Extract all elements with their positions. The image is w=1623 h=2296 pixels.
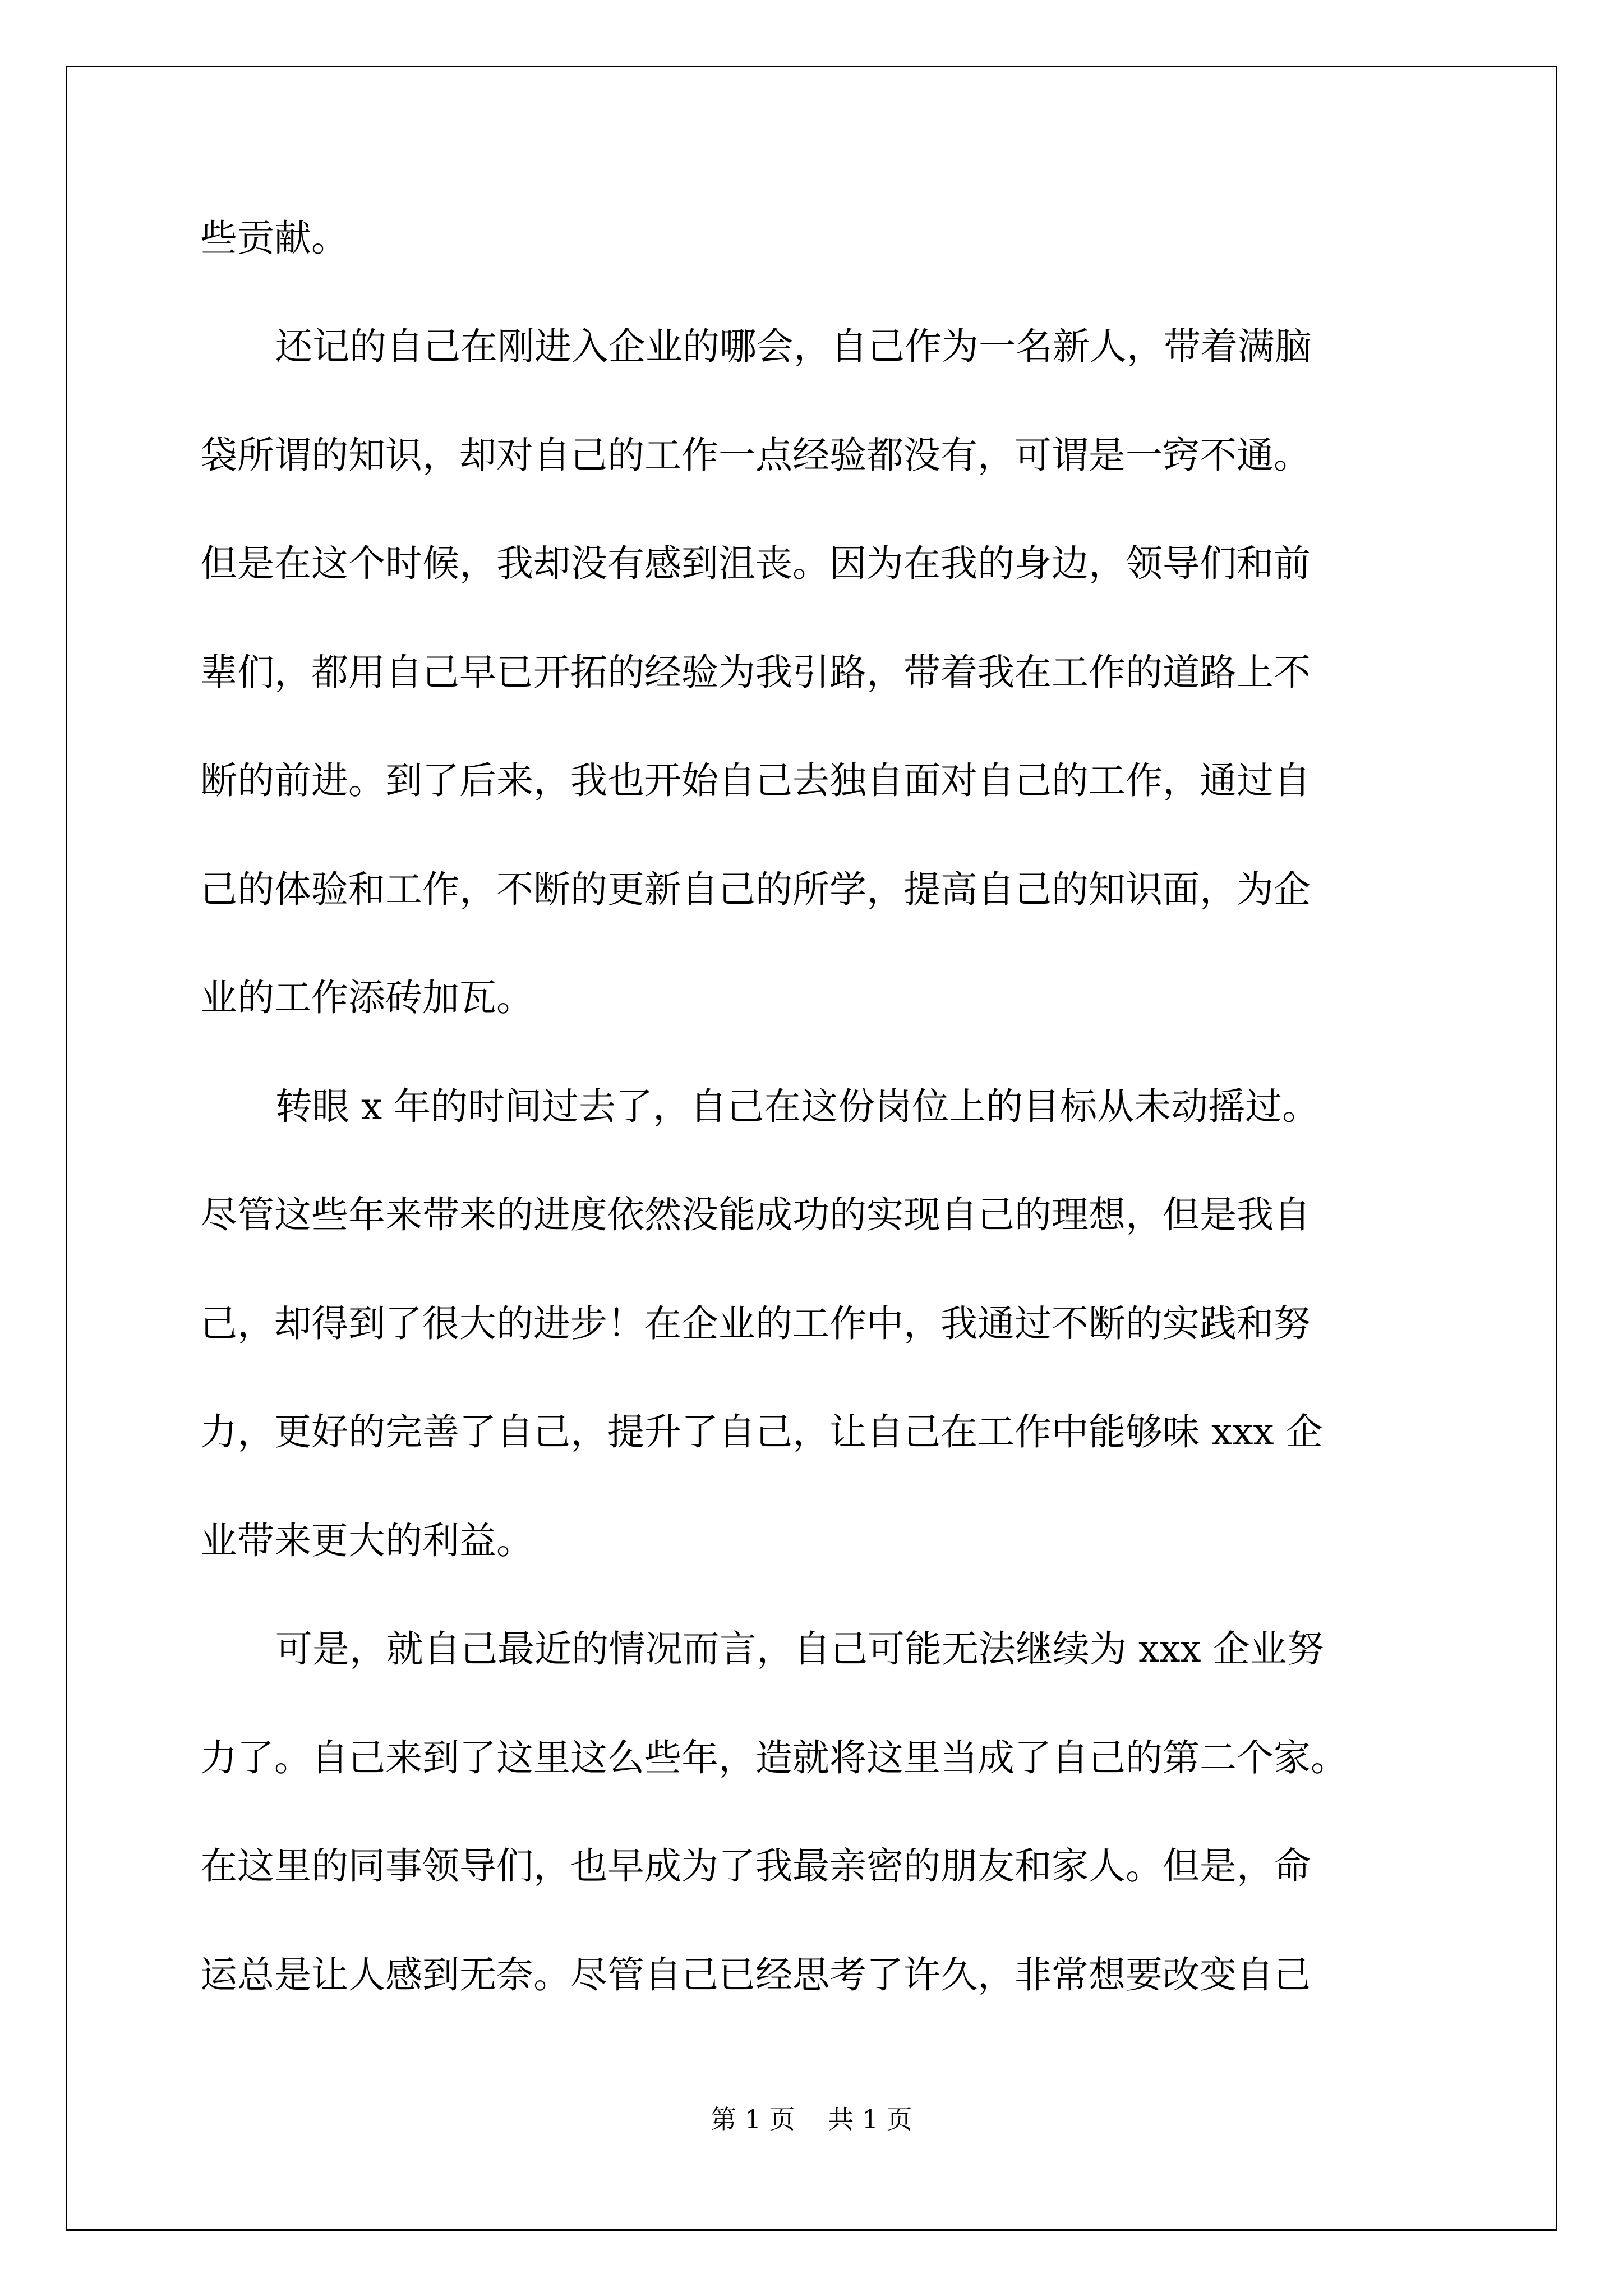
page-footer: 第 1 页 共 1 页 (711, 2104, 912, 2134)
text-line: 尽管这些年来带来的进度依然没能成功的实现自己的理想，但是我自 (200, 1193, 1311, 1236)
text-line: 力了。自己来到了这里这么些年，造就将这里当成了自己的第二个家。 (200, 1736, 1348, 1779)
page-border (66, 66, 1557, 2231)
text-line: 业带来更大的利益。 (200, 1519, 533, 1562)
text-line: 些贡献。 (200, 217, 348, 260)
text-line: 还记的自己在刚进入企业的哪会，自己作为一名新人，带着满脑 (275, 325, 1312, 368)
text-line: 辈们，都用自己早已开拓的经验为我引路，带着我在工作的道路上不 (200, 651, 1311, 694)
text-line: 运总是让人感到无奈。尽管自己已经思考了许久，非常想要改变自己 (200, 1953, 1311, 1996)
text-line: 袋所谓的知识，却对自己的工作一点经验都没有，可谓是一窍不通。 (200, 434, 1311, 477)
text-line: 但是在这个时候，我却没有感到沮丧。因为在我的身边，领导们和前 (200, 542, 1311, 585)
text-line: 力，更好的完善了自己，提升了自己，让自己在工作中能够味 xxx 企 (200, 1410, 1323, 1453)
text-line: 断的前进。到了后来，我也开始自己去独自面对自己的工作，通过自 (200, 759, 1311, 802)
text-line: 在这里的同事领导们，也早成为了我最亲密的朋友和家人。但是，命 (200, 1844, 1311, 1888)
text-line: 己的体验和工作，不断的更新自己的所学，提高自己的知识面，为企 (200, 868, 1311, 911)
text-line: 己，却得到了很大的进步！在企业的工作中，我通过不断的实践和努 (200, 1302, 1311, 1345)
text-line: 可是，就自己最近的情况而言，自己可能无法继续为 xxx 企业努 (275, 1627, 1324, 1671)
text-line: 转眼 x 年的时间过去了，自己在这份岗位上的目标从未动摇过。 (275, 1085, 1320, 1128)
text-line: 业的工作添砖加瓦。 (200, 976, 533, 1019)
